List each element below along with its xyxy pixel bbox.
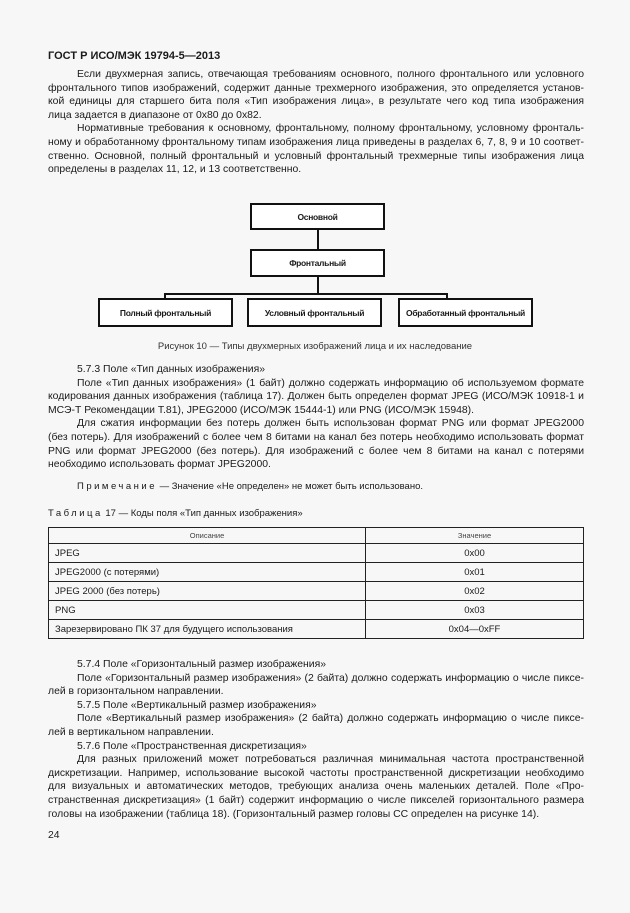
description-cell: JPEG2000 (с потерями) xyxy=(49,563,366,582)
description-cell: Зарезервировано ПК 37 для будущего использования xyxy=(49,620,366,639)
text-line: МСЭ-Т Рекомендации Т.81), JPEG2000 (ИСО/МЭК 15444-1) или PNG (ИСО/МЭК 15948). xyxy=(48,404,475,416)
document-header: ГОСТ Р ИСО/МЭК 19794-5—2013 xyxy=(48,50,221,62)
text-line: кодирования данных изображения (таблица 17). Должен быть определен формат JPEG (ИСО/МЭК 10918-1 и xyxy=(48,391,584,403)
text-line: 5.7.5 Поле «Вертикальный размер изображения» xyxy=(77,699,317,711)
text-line: 5.7.6 Поле «Пространственная дискретизация» xyxy=(77,740,307,752)
section-5-7-3 xyxy=(48,363,584,472)
text-line: Для сжатия информации без потерь должен быть использован формат PNG или формат JPEG2000 xyxy=(77,418,584,430)
text-line: кой единицы для старшего бита поля «Тип изображения лица», в результате чего код типа изображения xyxy=(48,96,584,108)
text-line: определены в разделах 11, 12, и 13 соответственно. xyxy=(48,164,302,176)
page-number: 24 xyxy=(48,830,60,841)
text-line: для визуальных и автоматических методов, требующих анализа очень маленьких деталей. Поле «Про- xyxy=(48,781,584,793)
text-line: PNG или формат JPEG2000 (без потерь). Для изображений с более чем 8 битами на канал с потерями xyxy=(48,445,584,457)
text-line: лей в вертикальном направлении. xyxy=(48,726,214,738)
text-line: лица задается в диапазоне от 0x80 до 0x82. xyxy=(48,109,262,121)
description-cell: PNG xyxy=(49,601,366,620)
table-row xyxy=(49,582,584,601)
value-cell: 0x01 xyxy=(366,563,584,582)
description-cell: JPEG xyxy=(49,544,366,563)
table-label: Таблица xyxy=(48,508,103,519)
note-label: Примечание xyxy=(77,481,157,492)
table-title-text: 17 — Коды поля «Тип данных изображения» xyxy=(102,508,303,519)
text-line: необходимо использовать формат JPEG2000. xyxy=(48,459,271,471)
intro-text xyxy=(48,68,584,177)
text-line: дискретизации. Например, использование высокой частоты пространственной дискретизации необходимо xyxy=(48,767,584,779)
note-text: — Значение «Не определен» не может быть использовано. xyxy=(157,481,423,492)
table-row xyxy=(49,620,584,639)
text-line: Поле «Вертикальный размер изображения» (2 байта) должно содержать информацию о числе пиксе- xyxy=(77,713,584,725)
node-frontal: Фронтальный xyxy=(250,249,385,277)
text-line: фронтального типов изображений, содержит данные трехмерного изображения, это определяется установ- xyxy=(48,82,584,94)
connector xyxy=(317,230,319,249)
text-line: Если двухмерная запись, отвечающая требованиям основного, полного фронтального или условного xyxy=(77,69,584,80)
note xyxy=(48,481,423,492)
table-row xyxy=(49,544,584,563)
value-cell: 0x02 xyxy=(366,582,584,601)
section-5-7-4-to-5-7-6 xyxy=(48,658,584,821)
connector xyxy=(317,277,319,294)
column-header: Значение xyxy=(366,528,584,544)
text-line: Для разных приложений может потребоваться различная минимальная частота пространственной xyxy=(77,754,584,766)
table-row xyxy=(49,563,584,582)
node-token-frontal: Условный фронтальный xyxy=(247,298,382,327)
text-line: (без потерь). Для изображений с более чем 8 битами на канал без потерь необходимо использовать формат xyxy=(48,431,584,443)
text-line: головы на изображении (таблица 18). (Горизонтальный размер головы СС определен на рисунке 14). xyxy=(48,808,540,820)
connector xyxy=(164,293,448,295)
text-line: ному и обработанному фронтальному типам изображения лица приведены в разделах 6, 7, 8, 9 и 10 соответ- xyxy=(48,136,584,148)
text-line: странственная дискретизация» (1 байт) содержит информацию о числе пикселей горизонтального размера xyxy=(48,794,584,806)
node-full-frontal: Полный фронтальный xyxy=(98,298,233,327)
description-cell: JPEG 2000 (без потерь) xyxy=(49,582,366,601)
table-row xyxy=(49,601,584,620)
figure-caption: Рисунок 10 — Типы двухмерных изображений лица и их наследование xyxy=(157,341,473,352)
text-line: ственно. Основной, полный фронтальный и условный фронтальный трехмерные типы изображения лица xyxy=(48,150,584,162)
text-line: Поле «Горизонтальный размер изображения» (2 байта) должно содержать информацию о числе пиксе- xyxy=(77,672,584,684)
node-basic: Основной xyxy=(250,203,385,230)
text-line: Нормативные требования к основному, фронтальному, полному фронтальному, условному фронталь- xyxy=(77,123,584,135)
text-line: лей в горизонтальном направлении. xyxy=(48,686,224,698)
table-title xyxy=(48,508,303,519)
value-cell: 0x04—0xFF xyxy=(366,620,584,639)
value-cell: 0x00 xyxy=(366,544,584,563)
table-17 xyxy=(48,527,584,639)
column-header: Описание xyxy=(49,528,366,544)
node-processed-frontal: Обработанный фронтальный xyxy=(398,298,533,327)
text-line: Поле «Тип данных изображения» (1 байт) должно содержать информацию об используемом формате xyxy=(77,377,584,389)
text-line: 5.7.4 Поле «Горизонтальный размер изображения» xyxy=(77,659,326,670)
text-line: 5.7.3 Поле «Тип данных изображения» xyxy=(77,364,266,375)
value-cell: 0x03 xyxy=(366,601,584,620)
